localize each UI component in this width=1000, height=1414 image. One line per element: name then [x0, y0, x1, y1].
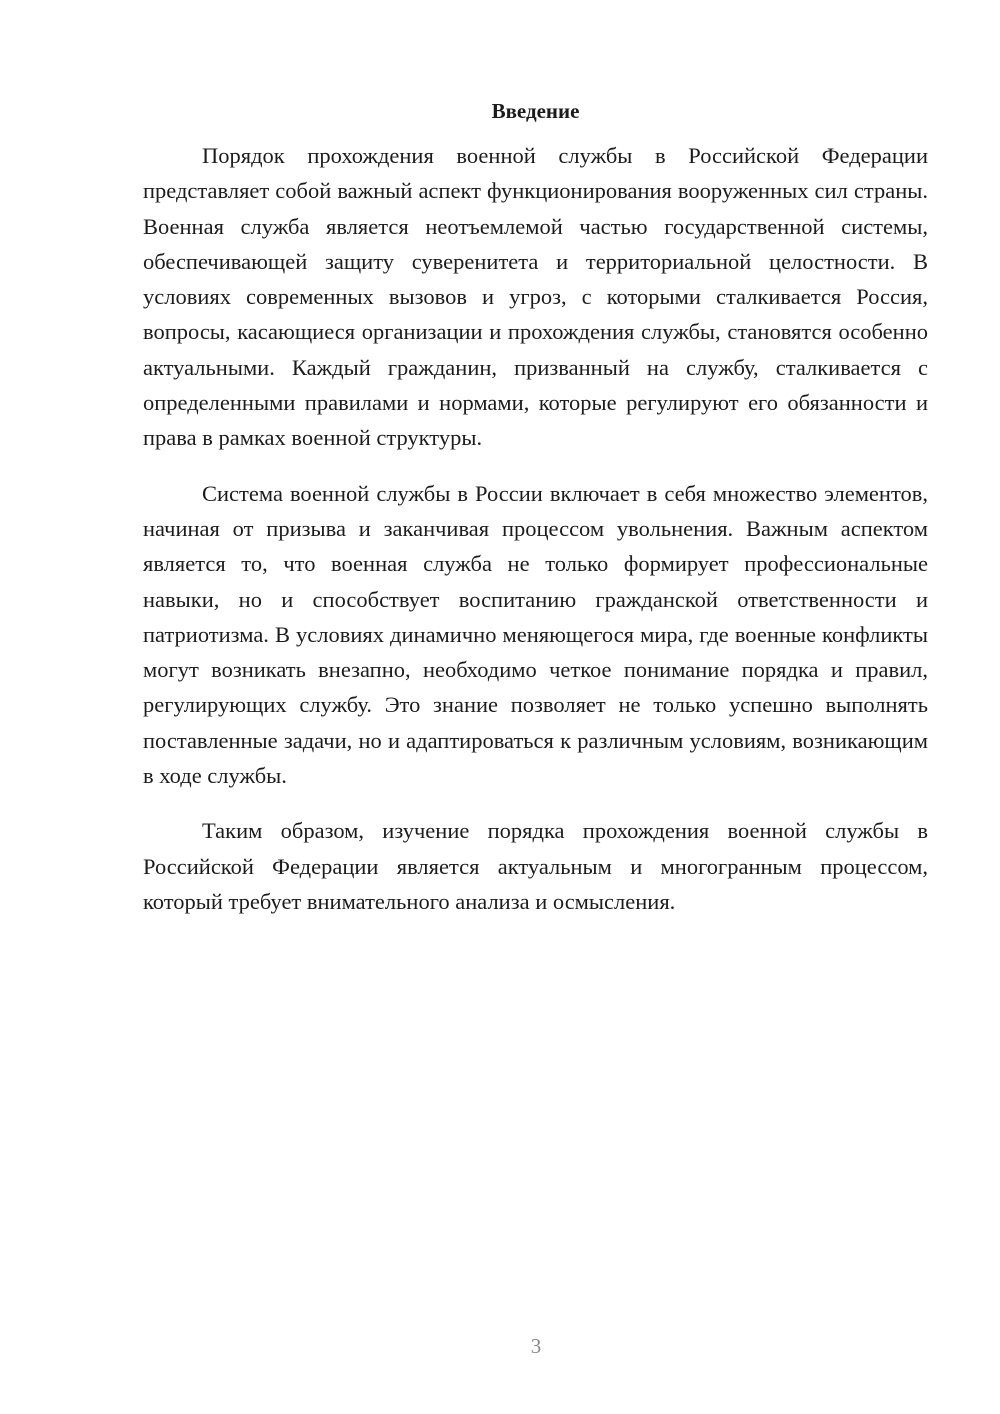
- paragraph-1: Порядок прохождения военной службы в Российской Федерации представляет собой важный аспект функционирования вооруженных сил страны. Военная служба является неотъемлемой частью государственной системы, обеспечивающей защиту суверенитета и территориальной целостности. В условиях современных вызовов и угроз, с которыми сталкивается Россия, вопросы, касающиеся организации и прохождения службы, становятся особенно актуальными. Каждый гражданин, призванный на службу, сталкивается с определенными правилами и нормами, которые регулируют его обязанности и права в рамках военной структуры.: [143, 143, 928, 451]
- paragraph-2: Система военной службы в России включает в себя множество элементов, начиная от призыва и заканчивая процессом увольнения. Важным аспектом является то, что военная служба не только формирует профессиональные навыки, но и способствует воспитанию гражданской ответственности и патриотизма. В условиях динамично меняющегося мира, где военные конфликты могут возникать внезапно, необходимо четкое понимание порядка и правил, регулирующих службу. Это знание позволяет не только успешно выполнять поставленные задачи, но и адаптироваться к различным условиям, возникающим в ходе службы.: [143, 480, 928, 789]
- paragraph-3: Таким образом, изучение порядка прохождения военной службы в Российской Федерации является актуальным и многогранным процессом, который требует внимательного анализа и осмысления.: [143, 818, 928, 914]
- section-heading: Введение: [491, 99, 580, 123]
- page-number: 3: [530, 1334, 542, 1358]
- page-content: [143, 96, 928, 939]
